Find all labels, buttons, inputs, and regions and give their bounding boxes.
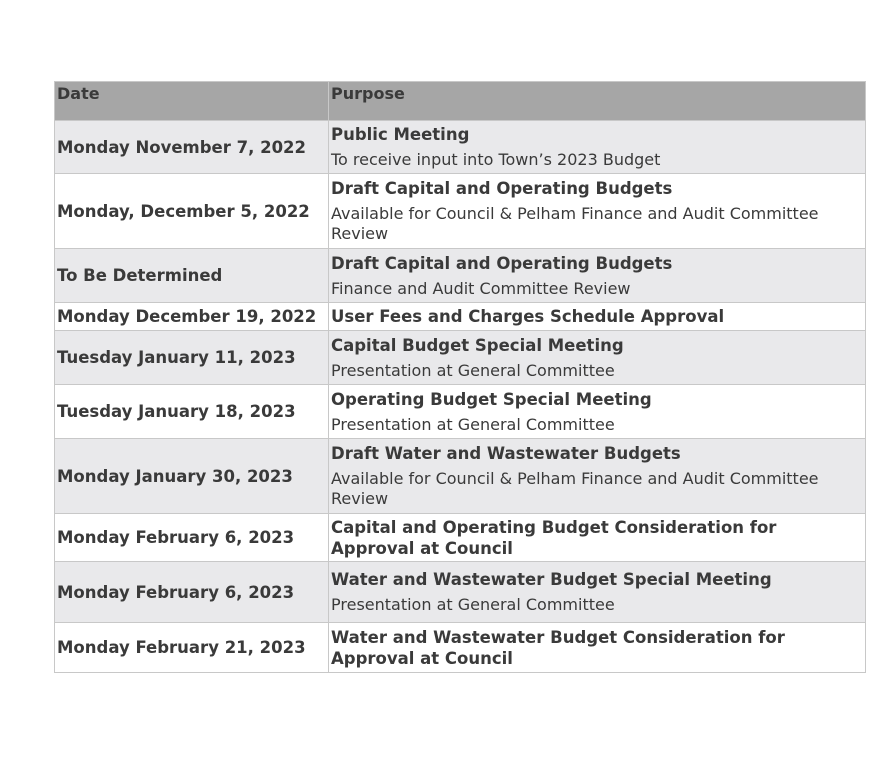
table-row [55, 303, 866, 331]
purpose-cell [329, 303, 866, 331]
purpose-cell [329, 385, 866, 439]
table-row [55, 385, 866, 439]
purpose-cell [329, 514, 866, 562]
purpose-title: Operating Budget Special Meeting [331, 389, 652, 409]
purpose-cell [329, 121, 866, 174]
table-row [55, 514, 866, 562]
purpose-title: Public Meeting [331, 125, 470, 144]
purpose-title: Water and Wastewater Budget Special Meeting [331, 570, 772, 589]
table-row [55, 174, 866, 249]
date-cell: Tuesday January 18, 2023 [55, 385, 329, 439]
purpose-title: User Fees and Charges Schedule Approval [331, 307, 725, 326]
table-row [55, 249, 866, 303]
purpose-cell [329, 439, 866, 514]
table-row [55, 439, 866, 514]
budget-schedule-table [54, 81, 866, 673]
purpose-title: Capital and Operating Budget Consideration for Approval at Council [331, 517, 777, 558]
purpose-detail: Presentation at General Committee [331, 595, 615, 614]
date-cell: Monday February 21, 2023 [55, 623, 329, 673]
table-row [55, 331, 866, 385]
purpose-detail: Available for Council & Pelham Finance and Audit Committee Review [331, 469, 819, 508]
date-cell: Monday January 30, 2023 [55, 439, 329, 514]
table-row [55, 623, 866, 673]
date-column-header: Date [55, 82, 329, 121]
purpose-detail: Presentation at General Committee [331, 360, 615, 380]
purpose-detail: Presentation at General Committee [331, 414, 615, 434]
date-cell: Monday, December 5, 2022 [55, 174, 329, 249]
purpose-cell [329, 623, 866, 673]
purpose-detail: Finance and Audit Committee Review [331, 278, 631, 298]
date-cell: Monday December 19, 2022 [55, 303, 329, 331]
purpose-column-header: Purpose [329, 82, 866, 121]
purpose-cell [329, 331, 866, 385]
date-cell: Monday February 6, 2023 [55, 514, 329, 562]
purpose-detail: Available for Council & Pelham Finance and Audit Committee Review [331, 204, 819, 243]
table-row [55, 121, 866, 174]
date-cell: Tuesday January 11, 2023 [55, 331, 329, 385]
date-cell: Monday February 6, 2023 [55, 562, 329, 623]
purpose-cell [329, 562, 866, 623]
purpose-title: Draft Capital and Operating Budgets [331, 179, 673, 198]
date-cell: Monday November 7, 2022 [55, 121, 329, 174]
purpose-cell [329, 174, 866, 249]
table-row [55, 562, 866, 623]
table-header-row [55, 82, 866, 121]
purpose-title: Water and Wastewater Budget Consideration for Approval at Council [331, 627, 785, 668]
purpose-cell [329, 249, 866, 303]
purpose-title: Draft Capital and Operating Budgets [331, 253, 673, 273]
purpose-detail: To receive input into Town’s 2023 Budget [331, 150, 661, 169]
purpose-title: Draft Water and Wastewater Budgets [331, 444, 681, 463]
purpose-title: Capital Budget Special Meeting [331, 335, 624, 355]
date-cell: To Be Determined [55, 249, 329, 303]
